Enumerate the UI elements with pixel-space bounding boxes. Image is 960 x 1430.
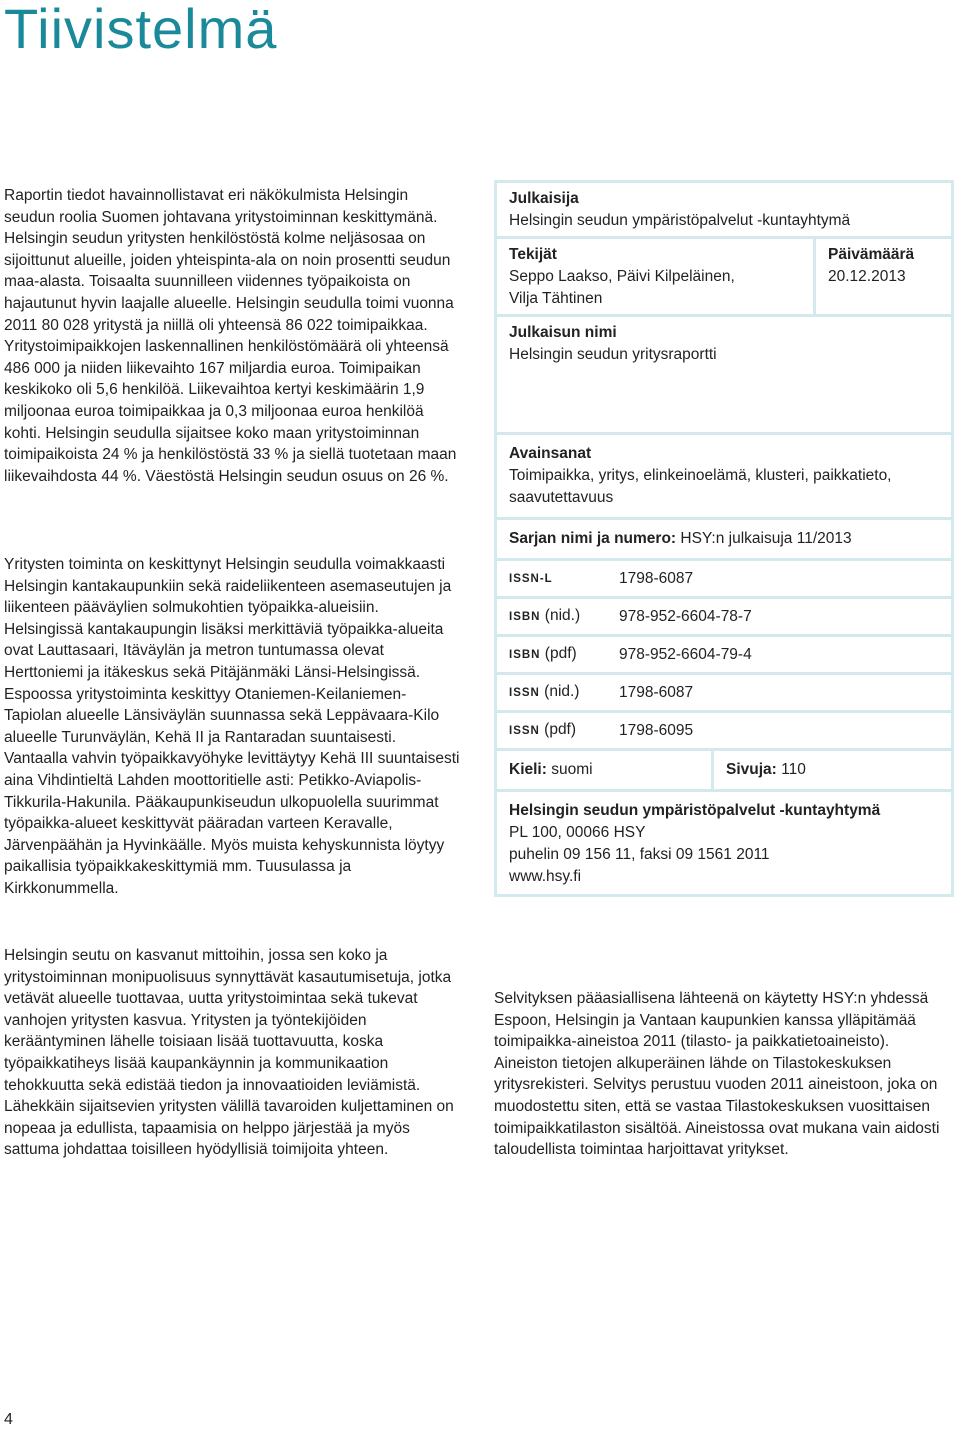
identifier-code: ISBN	[509, 611, 541, 623]
identifier-code: ISSN	[509, 725, 540, 737]
publisher-label: Julkaisija	[509, 190, 579, 207]
identifier-value: 1798-6087	[619, 569, 694, 587]
page-title: Tiivistelmä	[4, 0, 278, 60]
keywords-row	[494, 435, 954, 520]
keywords-value: Toimipaikka, yritys, elinkeinoelämä, klusteri, paikkatieto, saavutettavuus	[509, 467, 892, 506]
language-label: Kieli:	[509, 761, 547, 778]
summary-paragraph-2: Yritysten toiminta on keskittynyt Helsingin seudulla voimakkaasti Helsingin kantakaupunkiin sekä raideliikenteen asemaseutujen ja liikenteen pääväylien solmukohtien työpaikka-alueisiin. Helsingissä kantakaupungin lisäksi merkittäviä työpaikka-alueita ovat Lauttasaari, Itäväylän ja metron tuntumassa olevat Herttoniemi ja itäkeskus sekä Pitäjänmäki Länsi-Helsingissä. Espoossa yritystoiminta keskittyy Otaniemen-Keilaniemen-Tapiolan alueelle Länsiväylän suunnassa sekä Leppävaara-Kilo alueelle Turunväylän, Kehä II ja Rantaradan suuntaisesti. Vantaalla vahvin työpaikkavyöhyke levittäytyy Kehä III suuntaisesti aina Vihdintieltä Lahden moottoritielle asti: Petikko-Aviapolis-Tikkurila-Hakunila. Pääkaupunkiseudun ulkopuolella suurimmat työpaikka-alueet keskittyvät pääradan varteen Keravalle, Järvenpäähän ja Hyvinkäälle. Myös muista kehyskunnista löytyy paikallisia työpaikkakeskittymiä mm. Tuusulassa ja Kirkkonummella.	[4, 556, 460, 897]
identifier-value: 1798-6087	[619, 683, 694, 701]
contact-row	[494, 792, 954, 897]
identifier-suffix: (pdf)	[544, 645, 577, 662]
pages-value: 110	[781, 761, 806, 778]
publication-info-box	[494, 180, 954, 897]
keywords-label: Avainsanat	[509, 445, 592, 462]
date-label: Päivämäärä	[828, 246, 915, 263]
identifier-row	[494, 713, 954, 751]
series-row	[494, 520, 954, 561]
identifier-code: ISBN	[509, 649, 541, 661]
summary-paragraph-1: Raportin tiedot havainnollistavat eri näkökulmista Helsingin seudun roolia Suomen johtavana yritystoiminnan keskittymänä. Helsingin seudun yritysten henkilöstöstä kolme neljäsosaa on sijoittunut alueille, joiden yhteispinta-ala on noin prosentti seudun maa-alasta. Toisaalta suunnilleen viidennes työpaikoista on hajautunut hyvin laajalle alueelle. Helsingin seudulla toimi vuonna 2011 80 028 yritystä ja niillä oli yhteensä 86 022 toimipaikkaa. Yritystoimipaikkojen laskennallinen henkilöstömäärä oli yhteensä 486 000 ja niiden liikevaihto 167 miljardia euroa. Toimipaikan keskikoko oli 5,6 henkilöä. Liikevaihtoa kertyi keskimäärin 1,9 miljoonaa euroa toimipaikkaa ja 0,3 miljoonaa euroa henkilöä kohti. Helsingin seudulla sijaitsee koko maan yritystoiminnan toimipaikoista 24 % ja henkilöstöstä 33 % ja siellä tuotetaan maan liikevaihdosta 44 %. Väestöstä Helsingin seudun osuus on 26 %.	[4, 187, 457, 485]
identifier-row	[494, 637, 954, 675]
authors-cell	[497, 239, 813, 314]
series-label: Sarjan nimi ja numero:	[509, 530, 677, 547]
identifier-value: 1798-6095	[619, 721, 694, 739]
identifier-row	[494, 599, 954, 637]
authors-date-row	[494, 239, 954, 317]
identifier-row	[494, 561, 954, 599]
publisher-value: Helsingin seudun ympäristöpalvelut -kuntayhtymä	[509, 212, 851, 229]
date-cell	[813, 239, 951, 314]
identifier-suffix: (pdf)	[544, 721, 577, 738]
identifier-code: ISSN	[509, 687, 540, 699]
page-number: 4	[4, 1411, 13, 1428]
pubname-label: Julkaisun nimi	[509, 324, 617, 341]
contact-web[interactable]: www.hsy.fi	[509, 868, 582, 885]
contact-address: PL 100, 00066 HSY	[509, 824, 646, 841]
publisher-row	[494, 180, 954, 239]
pubname-row	[494, 317, 954, 435]
series-value: HSY:n julkaisuja 11/2013	[680, 530, 852, 547]
summary-paragraph-3: Helsingin seutu on kasvanut mittoihin, jossa sen koko ja yritystoiminnan monipuolisuus synnyttävät kasautumisetuja, jotka vetävät alueelle tuottavaa, uutta yritystoimintaa sekä tukevat vanhojen yritysten kasvua. Yritysten ja työntekijöiden kerääntyminen lähelle toisiaan lisää tuottavuutta, koska työpaikkatiheys lisää kaupankäynnin ja kommunikaation tehokkuutta sekä edistää tiedon ja innovaatioiden leviämistä. Lähekkäin sijaitsevien yritysten välillä tavaroiden kuljettaminen on nopeaa ja edullista, tapaamisia on helppo järjestää ja myös sattuma johdattaa toisilleen hyödyllisiä toimijoita yhteen.	[4, 947, 454, 1159]
language-cell	[497, 751, 711, 789]
authors-value-line1: Seppo Laakso, Päivi Kilpeläinen,	[509, 268, 735, 285]
authors-label: Tekijät	[509, 246, 557, 263]
identifier-value: 978-952-6604-78-7	[619, 607, 752, 625]
authors-value-line2: Vilja Tähtinen	[509, 290, 603, 307]
contact-phone: puhelin 09 156 11, faksi 09 1561 2011	[509, 846, 770, 863]
summary-paragraph-4: Selvityksen pääasiallisena lähteenä on käytetty HSY:n yhdessä Espoon, Helsingin ja Vantaan kaupunkien kanssa ylläpitämää toimipaikka-aineistoa 2011 (tilasto- ja paikkatietoaineisto). Aineiston tietojen alkuperäinen lähde on Tilastokeskuksen yritysrekisteri. Selvitys perustuu vuoden 2011 aineistoon, joka on muodostettu siten, että se vastaa Tilastokeskuksen vuosittaisen toimipaikkatilaston sisältöä. Aineistossa ovat mukana vain aidosti taloudellista toimintaa harjoittavat yritykset.	[494, 990, 940, 1159]
language-value: suomi	[551, 761, 593, 778]
pubname-value: Helsingin seudun yritysraportti	[509, 346, 717, 363]
language-pages-row	[494, 751, 954, 792]
identifier-value: 978-952-6604-79-4	[619, 645, 752, 663]
identifier-row	[494, 675, 954, 713]
pages-label: Sivuja:	[726, 761, 777, 778]
pages-cell	[711, 751, 951, 789]
identifier-suffix: (nid.)	[544, 607, 581, 624]
contact-org: Helsingin seudun ympäristöpalvelut -kuntayhtymä	[509, 802, 881, 819]
date-value: 20.12.2013	[828, 268, 906, 285]
identifier-code: ISSN-L	[509, 573, 553, 585]
identifier-suffix: (nid.)	[544, 683, 580, 700]
